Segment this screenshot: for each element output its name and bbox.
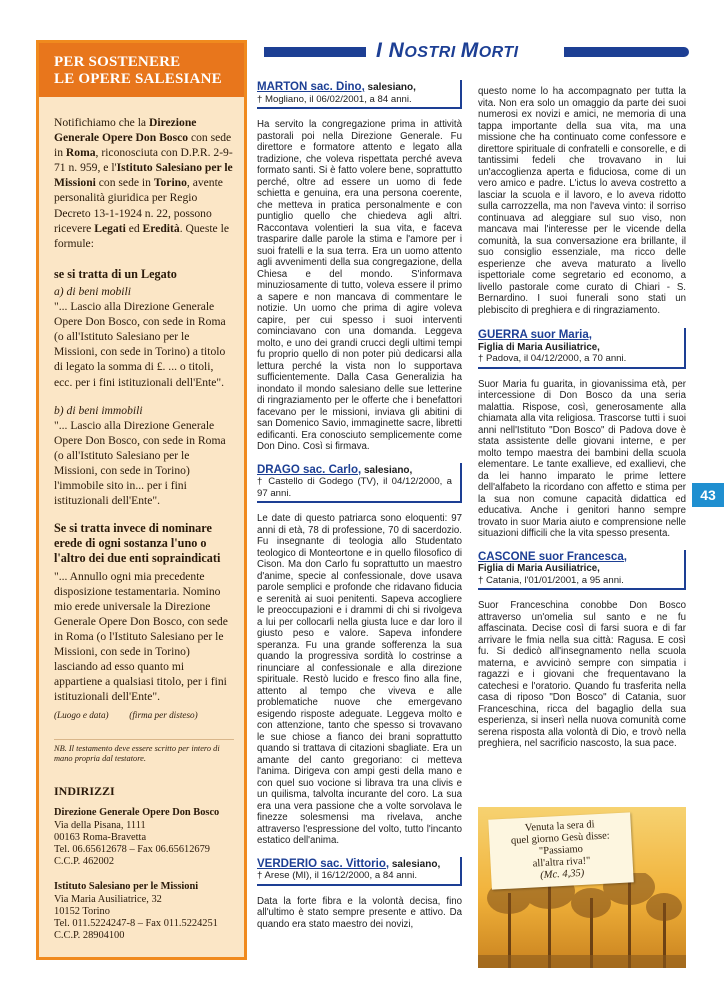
entry-header-drago: DRAGO sac. Carlo, salesiano, † Castello di Godego (TV), il 04/12/2000, a 97 anni. (257, 465, 462, 504)
entry-text-verderio-cont: questo nome lo ha accompagnato per tutta la vita. Non era solo un omaggio da parte dei suoi numerosi ex novizi e amici, ne memoria di una tappa importante della sua vita, ma una missione che ha continuato come confessore e direttore spirituale di confratelli e consorelle, e di tantissimi fedeli che trovavano in lui un'accoglienza aperta e fiduciosa, come di un vero amico e padre. L'ictus lo aveva costretto a lasciar la scuola e il lavoro, e lo aveva ridotto sulla carrozzella, ma non l'aveva vinto: il sorriso continuava ad aleggiare sul suo viso, non mancava mai l'interesse per le vicende della comunità, la sua conversazione era brillante, il suo consiglio essenziale, ma ricco delle esperienze che aveva maturato a livello ispettoriale come segretario ed economo, a livello pastorale come curato di Chiari - S. Bernardino. I suoi funerali sono stati un plebiscito di preghiera e di ringraziamento. (478, 86, 686, 316)
page-number: 43 (692, 483, 724, 507)
entry-text-marton: Ha servito la congregazione prima in attività pastorali poi nella Direzione Generale. Fu direttore e formatore attento e legato alla tradizione, che voleva rispettata perché aveva formato santi. Si è fatto volere bene, soprattutto perché, oltre ad essere un uomo di fede schietta e genuina, era una persona coerente, che metteva in pratica personalmente e con puntiglio quello che chiedeva agli altri. Raccontava volentieri la sua vita, e faceva trasparire dalle parole la stima e l'amore per i suoi fratelli e la sua terra. Era un uomo attento agli avvenimenti della sua congregazione, della Chiesa e del mondo. S'informava minuziosamente di tutto, voleva essere il primo a sapere e non mancava di commentare le notizie. Un uomo che prima di agire voleva capire, per cui spesso i suoi interventi cominciavano con una domanda. Leggeva molto, e uno dei grandi crucci degli ultimi tempi fu proprio quello di non poter più dedicarsi alla lettura perché la vista non lo supportava sufficientemente. Dalla Casa Generalizia ha inondato il mondo salesiano delle sue letterine di ringraziamento per le offerte che i benefattori facevano per le missioni, inviava gli abitini di san Domenico Savio, immaginette sacre, libretti edificanti. Era conosciuto semplicemente come Don Dino. Così si firmava. (257, 119, 462, 452)
sidebar-body (39, 97, 244, 943)
sidebar-title: PER SOSTENERE LE OPERE SALESIANE (39, 43, 244, 97)
entry-header-guerra: GUERRA suor Maria, Figlia di Maria Ausiliatrice, † Padova, il 04/12/2000, a 70 anni. (478, 330, 686, 369)
entry-text-verderio: Data la forte fibra e la volontà decisa, fino all'ultimo è stato sempre presente e attivo. Da quando era stato maestro dei novizi, (257, 895, 462, 930)
entry-text-drago: Le date di questo patriarca sono eloquenti: 97 anni di età, 78 di professione, 70 di sacerdozio. Fu insegnante di teologia allo Studentato teologico di Monteortone e in quello filosofico di Cison. Ma don Carlo fu soprattutto un maestro d'anime, specie al confessionale, dove usava parole semplici e profonde che ridavano fiducia e serenità ai suoi penitenti. Sapeva accogliere le preoccupazioni e i drammi di chi si rivolgeva a lui per collocarli nella giusta luce e dar loro il giusto peso e valore. Sapeva infondere speranza. Fu una grande sofferenza la sua quando la progressiva sordità lo costrinse a rinunciare al confessionale e alla direzione spirituale. Restò lucido e fresco fino alla fine, attento al tempo che viveva e alle problematiche nuove che emergevano esigendo risposte adeguate. Leggeva molto e con attenzione, tanto che spesso si trovavano le sue chiose a fianco dei brani soprattutto quando si trattava di citazioni sbagliate. Era un amante del canto gregoriano: ci metteva l'anima. Dirigeva con ampi gesti della mano e con quel suo vocione si librava tra una clivis e un quilisma, talvolta incurante del coro. La sua era una vera passione che a volte sorvolava le finezze solesmensi ma rivelava, anche attraverso l'espressione del volto, tutto l'incanto estatico dell'anima. (257, 513, 462, 846)
entry-header-cascone: CASCONE suor Francesca, Figlia di Maria Ausiliatrice, † Catania, l'01/01/2001, a 95 anni. (478, 552, 686, 591)
address-rome: Direzione Generale Opere Don Bosco Via della Pisana, 1111 00163 Roma-Bravetta Tel. 06.65612678 – Fax 06.65612679 C.C.P. 462002 (54, 807, 220, 868)
mobili-label: a) di beni mobili (54, 284, 131, 298)
entry-header-verderio: VERDERIO sac. Vittorio, salesiano, † Arese (MI), il 16/12/2000, a 84 anni. (257, 859, 462, 886)
banner-bar-right (564, 47, 689, 57)
addresses-title: INDIRIZZI (54, 784, 115, 799)
intro-paragraph: Notifichiamo che la Direzione Generale Opere Don Bosco con sede in Roma, riconosciuta con D.P.R. 2-9-71 n. 959, e l'Istituto Salesiano per le Missioni con sede in Torino, avente personalità giuridica per Regio Decreto 13-1-1924 n. 22, possono ricevere Legati ed Eredità. Queste le formule: (54, 116, 233, 250)
obituary-column-2 (478, 86, 686, 762)
address-turin: Istituto Salesiano per le Missioni Via Maria Ausiliatrice, 32 10152 Torino Tel. 011.5224247-8 – Fax 011.5224251 C.C.P. 28904100 (54, 881, 218, 942)
testament-note: NB. Il testamento deve essere scritto per intero di mano propria dal testatore. (54, 739, 234, 764)
immobili-text: "... Lascio alla Direzione Generale Opere Don Bosco, con sede in Roma (o all'Istituto Salesiano per le Missioni, con sede in Torino) l'immobile sito in... per i fini istituzionali dell'Ente". (54, 418, 226, 508)
section-banner (264, 41, 689, 63)
entry-text-guerra: Suor Maria fu guarita, in giovanissima età, per intercessione di Don Bosco da una seria malattia. Rispose, così, generosamente alla chiamata alla vita religiosa. Trascorse tutti i suoi anni nell'Istituto "Don Bosco" di Padova dove è stata assistente delle giovani interne, e per molto tempo maestra dei bambini della scuola elementare. Le tante exallieve, ed exallievi, che da lei hanno imparato le prime lettere dell'alfabeto la ricordano con affetto e stima per la sua non comune capacità didattica ed educativa. Anche i genitori hanno sempre trovato in suor Maria aiuto e comprensione nelle situazioni difficili che la vita spesso presenta. (478, 378, 686, 539)
gospel-quote: Venuta la sera di quel giorno Gesù disse: "Passiamo all'altra riva!" (Mc. 4,35) (488, 812, 633, 889)
banner-bar-left (264, 47, 366, 57)
entry-text-cascone: Suor Franceschina conobbe Don Bosco attraverso un'omelia sul santo e ne fu affascinata. Decise così di farsi suora e di far arrivare le fmia nella sua città: Ragusa. E così fu. Si dedicò all'insegnamento nella scuola materna, e avvicinò sempre con simpatia i ragazzi e i giovani che frequentavano la catechesi e l'oratorio. Quando fu trasferita nella casa di riposo "Don Bosco" di Catania, suor Franceschina, ricca del bagaglio della sua esperienza, si inserì nella nuova comunità come serena risposta alla volontà di Dio, e trovò nella preghiera, nel sacrificio nascosto, la sua pace. (478, 600, 686, 749)
legato-heading: se si tratta di un Legato (54, 266, 177, 281)
section-title: I NOSTRI MORTI (376, 39, 519, 62)
obituary-column-1 (257, 82, 462, 942)
mobili-text: "... Lascio alla Direzione Generale Opere Don Bosco, con sede in Roma (o all'Istituto Salesiano per le Missioni, con sede in Torino) a titolo di legato la somma di £. ... o titoli, ecc. per i fini istituzionali dell'Ente". (54, 300, 226, 389)
legacy-sidebar (36, 40, 247, 960)
signature-line: (Luogo e data) (firma per disteso) (54, 710, 198, 721)
erede-heading: Se si tratta invece di nominare erede di ogni sostanza l'uno o l'altro dei due enti sopraindicati (54, 521, 221, 566)
quote-image (478, 807, 686, 968)
immobili-label: b) di beni immobili (54, 403, 143, 417)
entry-header-marton: MARTON sac. Dino, salesiano, † Mogliano, il 06/02/2001, a 84 anni. (257, 82, 462, 109)
erede-text: "... Annullo ogni mia precedente disposizione testamentaria. Nomino mio erede universale la Direzione Generale Opere Don Bosco, con sede in Roma (o l'Istituto Salesiano per le Missioni, con sede in Torino) lasciando ad esso quanto mi appartiene a qualsiasi titolo, per i fini istituzionali dell'Ente". (54, 569, 228, 704)
